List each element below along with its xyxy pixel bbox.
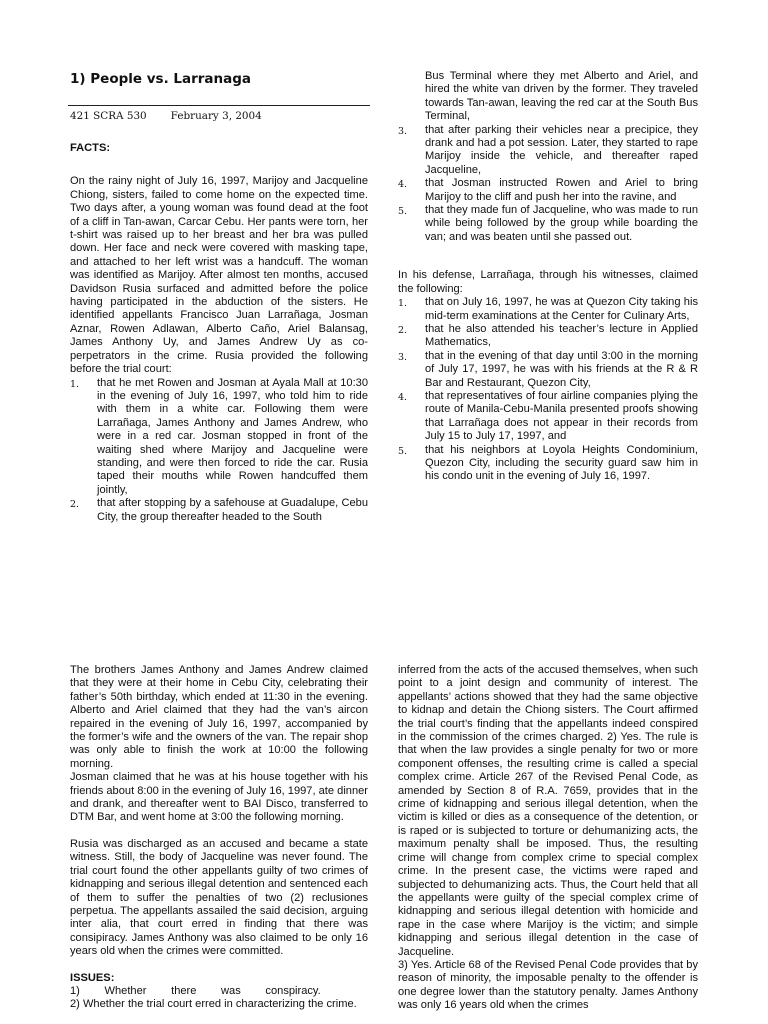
issues-heading: ISSUES: xyxy=(70,971,115,984)
facts-paragraph: On the rainy night of July 16, 1997, Marijoy and Jacqueline Chiong, sisters, failed to come home on the expected time. Two days after, a young woman was found dead at the foot of a cliff in Tan-awan, Carcar Cebu. Her pants were torn, her t-shirt was raised up to her breast and her bra was pulled down. Her face and neck were covered with masking tape, and attached to her left wrist was a handcuff. The woman was identified as Marijoy. After almost ten months, accused Davidson Rusia surfaced and admitted before the police having participated in the abduction of the sisters. He identified appellants Francisco Juan Larrañaga, Josman Aznar, Rowen Adlawan, Alberto Caño, Ariel Balansag, James Anthony Uy, and James Andrew Uy as co-perpetrators in the crime. Rusia provided the following before the trial court: xyxy=(70,175,368,376)
issue-1: 1) Whether there was conspiracy. xyxy=(70,984,321,997)
list-item: 4. that Josman instructed Rowen and Ariel to bring Marijoy to the cliff and push her into the ravine, and xyxy=(398,177,698,203)
title-divider xyxy=(68,105,370,106)
trial-paragraph: Rusia was discharged as an accused and became a state witness. Still, the body of Jacqueline was never found. The trial court found the other appellants guilty of two crimes of kidnapping and serious illegal detention and sentenced each of them to suffer the penalties of two (2) reclusiones perpetua. The appellants assailed the said decision, arguing inter alia, that court erred in finding that there was consipiracy. James Anthony was also claimed to be only 16 years old when the crimes were committed. xyxy=(70,837,368,958)
list-item: 5. that they made fun of Jacqueline, who was made to run while being followed by the group while boarding the van; and was beaten until she passed out. xyxy=(398,204,698,243)
bottom-right-column xyxy=(398,664,698,1013)
top-left-column xyxy=(70,142,368,524)
citation-line xyxy=(70,109,370,123)
testimony-continuation: Bus Terminal where they met Alberto and Ariel, and hired the white van driven by the former. They traveled towards Tan-awan, leaving the red car at the South Bus Terminal, xyxy=(425,70,698,123)
list-item: 5. that his neighbors at Loyola Heights Condominium, Quezon City, including the security guard saw him in his condo unit in the evening of July 16, 1997. xyxy=(398,443,698,483)
list-item: 1. that on July 16, 1997, he was at Quezon City taking his mid-term examinations at the Center for Culinary Arts, xyxy=(398,296,698,322)
top-right-column xyxy=(398,70,698,484)
case-title: 1) People vs. Larranaga xyxy=(70,71,252,87)
rusia-testimony-list xyxy=(70,377,368,524)
list-item: 2. that after stopping by a safehouse at Guadalupe, Cebu City, the group thereafter headed to the South xyxy=(70,497,368,523)
issue-2: 2) Whether the trial court erred in characterizing the crime. xyxy=(70,998,357,1011)
rusia-testimony-list-cont xyxy=(398,124,698,245)
decision-date: February 3, 2004 xyxy=(170,110,262,122)
defense-intro: In his defense, Larrañaga, through his witnesses, claimed the following: xyxy=(398,269,698,295)
alibi-paragraph: The brothers James Anthony and James Andrew claimed that they were at their home in Cebu City, celebrating their father’s 50th birthday, which ended at 11:30 in the evening. Alberto and Ariel claimed that they had the van’s aircon repaired in the evening of July 16, 1997, accompanied by the former’s wife and the owners of the van. The repair shop was only able to finish the work at 10:00 the following morning. xyxy=(70,664,368,770)
scra-citation: 421 SCRA 530 xyxy=(70,110,147,122)
list-item: 1. that he met Rowen and Josman at Ayala Mall at 10:30 in the evening of July 16, 1997, who told him to ride with them in a white car. Following them were Larrañaga, James Anthony and James Andrew, who were in a red car. Josman stopped in front of the waiting shed where Marijoy and Jacqueline were standing, and were then forced to ride the car. Rusia taped their mouths while Rowen handcuffed them jointly, xyxy=(70,376,368,496)
josman-paragraph: Josman claimed that he was at his house together with his friends about 8:00 in the evening of July 16, 1997, ate dinner and drank, and thereafter went to BAI Disco, transferred to DTM Bar, and went home at 3:00 the following morning. xyxy=(70,771,368,824)
list-item: 2. that he also attended his teacher’s lecture in Applied Mathematics, xyxy=(398,322,698,349)
bottom-left-column xyxy=(70,664,368,1012)
defense-list xyxy=(398,296,698,484)
list-item: 3. that after parking their vehicles near a precipice, they drank and had a pot session. Later, they started to rape Marijoy inside the vehicle, and thereafter raped Jacqueline, xyxy=(398,123,698,176)
facts-heading: FACTS: xyxy=(70,142,111,154)
list-item: 4. that representatives of four airline companies plying the route of Manila-Cebu-Manila presented proofs showing that Larrañaga does not appear in their records from July 15 to July 17, 1997, and xyxy=(398,389,698,443)
ruling-paragraph-3: 3) Yes. Article 68 of the Revised Penal Code provides that by reason of minority, the imposable penalty to the offender is one degree lower than the statutory penalty. James Anthony was only 16 years old when the crimes xyxy=(398,958,698,1012)
ruling-paragraph: inferred from the acts of the accused themselves, when such point to a joint design and community of interest. The appellants’ actions showed that they had the same objective to kidnap and detain the Chiong sisters. The Court affirmed the trial court’s finding that the appellants indeed conspired in the commission of the crimes charged. 2) Yes. The rule is that when the law provides a single penalty for two or more component offenses, the resulting crime is called a special complex crime. Article 267 of the Revised Penal Code, as amended by Section 8 of R.A. 7659, provides that in the crime of kidnapping and serious illegal detention, when the victim is killed or dies as a consequence of the detention, or is raped or is subjected to torture or dehumanizing acts, the maximum penalty shall be imposed. Thus, the resulting crime will change from complex crime to special complex crime. In the present case, the victims were raped and subjected to dehumanizing acts. Thus, the Court held that all the appellants were guilty of the special complex crime of kidnapping and serious illegal detention with homicide and rape in the case where Marijoy is the victim; and simple kidnapping and serious illegal detention in the case of Jacqueline. xyxy=(398,664,698,958)
list-item: 3. that in the evening of that day until 3:00 in the morning of July 17, 1997, he was with his friends at the R & R Bar and Restaurant, Quezon City, xyxy=(398,349,698,389)
